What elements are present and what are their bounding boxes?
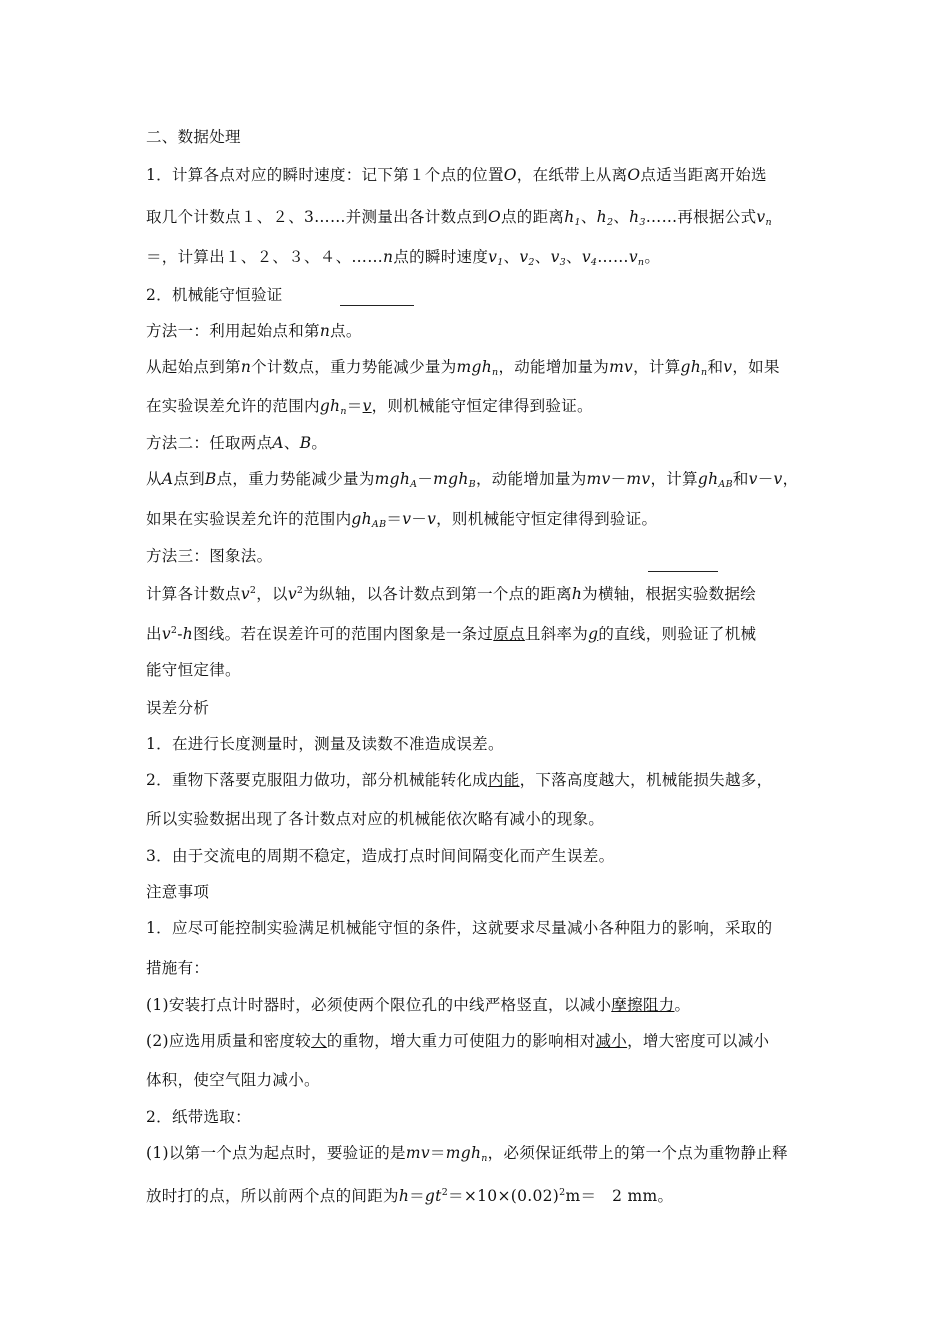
text-run: 2	[528, 257, 535, 268]
note-1-sub1	[146, 995, 808, 1015]
text-run: (2)应选用质量和密度较	[146, 1032, 312, 1050]
text-run: ＝×10×(0.02)	[448, 1187, 560, 1205]
text-run: 注意事项	[146, 883, 210, 901]
text-run: 误差分析	[146, 699, 210, 717]
paragraph-instant-velocity-line2	[146, 207, 808, 233]
text-run: O	[503, 166, 517, 184]
text-run: ，在纸带上从离	[516, 166, 628, 184]
text-run: 3．由于交流电的周期不稳定，造成打点时间间隔变化而产生误差。	[146, 847, 615, 865]
method-two-title	[146, 433, 808, 453]
text-run: 1．计算各点对应的瞬时速度：记下第１个点的位置	[146, 166, 504, 184]
text-run: 在实验误差允许的范围内	[146, 397, 320, 415]
text-run: 从	[146, 470, 162, 488]
text-run: AB	[718, 479, 733, 490]
text-run: 为横轴，根据实验数据绘	[582, 585, 756, 603]
text-run: 方法一：利用起始点和第	[146, 322, 320, 340]
method-one-line1	[146, 357, 808, 383]
text-run: 1	[574, 217, 581, 228]
text-run: 4	[590, 257, 598, 268]
method-three-line2	[146, 621, 808, 644]
text-run: 、	[613, 208, 630, 226]
note-2-sub1-line1	[146, 1143, 808, 1169]
text-run: v	[723, 358, 733, 376]
text-run: 。	[311, 434, 328, 452]
text-run: mv	[609, 358, 634, 376]
text-run: －	[610, 470, 627, 488]
heading-notes	[146, 882, 808, 902]
text-run: B	[204, 470, 217, 488]
text-run: 个计数点，重力势能减少量为	[251, 358, 457, 376]
text-run: mgh	[433, 470, 469, 488]
text-run: 。	[674, 996, 691, 1014]
text-run: 、	[503, 248, 520, 266]
error-item-3	[146, 846, 808, 866]
text-run: ，计算	[633, 358, 681, 376]
section-heading-data-processing	[146, 127, 808, 147]
text-run: ，动能增加量为	[475, 470, 587, 488]
paragraph-instant-velocity-line3	[146, 247, 808, 273]
text-run: ＝	[409, 1187, 425, 1205]
heading-conservation-verification	[146, 285, 808, 305]
text-run: v	[756, 208, 766, 226]
method-two-line2	[146, 509, 808, 535]
text-run: 方法二：任取两点	[146, 434, 273, 452]
text-run: ……	[597, 248, 629, 266]
text-run: 二、数据处理	[146, 128, 241, 146]
text-run: n	[340, 406, 347, 417]
text-run: 的重物，增大重力可使阻力的影响相对	[326, 1032, 596, 1050]
text-run: 1．在进行长度测量时，测量及读数不准造成误差。	[146, 735, 504, 753]
text-run: 内能	[487, 771, 520, 789]
text-run: 2	[296, 585, 304, 596]
text-run: 方法三：图象法。	[146, 547, 273, 565]
text-run: h	[564, 208, 575, 226]
text-run: n	[240, 358, 252, 376]
text-run: 3	[559, 257, 567, 268]
text-run: n	[383, 248, 394, 266]
error-item-1	[146, 734, 808, 754]
text-run: 和	[732, 470, 749, 488]
method-one-title	[146, 321, 808, 341]
text-run: mv	[626, 470, 651, 488]
text-run: 点。	[330, 322, 362, 340]
text-run: 点到	[173, 470, 205, 488]
text-run: ……再根据公式	[645, 208, 757, 226]
text-run: 、	[566, 248, 582, 266]
text-run: ，计算	[650, 470, 698, 488]
text-run: v	[427, 510, 437, 528]
method-three-title	[146, 546, 808, 566]
text-run: ＝，计算出１、２、３、４、……	[146, 248, 384, 266]
text-run: ，如果	[732, 358, 780, 376]
note-1-line1	[146, 918, 808, 938]
text-run: 2	[441, 1187, 449, 1198]
text-run: －	[757, 470, 774, 488]
text-run: m＝ 2 mm。	[565, 1187, 674, 1205]
text-run: A	[272, 434, 284, 452]
text-run: gh	[319, 397, 341, 415]
text-run: 放时打的点，所以前两个点的间距为	[146, 1187, 399, 1205]
text-run: 能守恒定律。	[146, 661, 241, 679]
text-run: v	[287, 585, 297, 603]
text-run: 计算各计数点	[146, 585, 241, 603]
text-run: n	[492, 367, 499, 378]
method-three-line3	[146, 660, 808, 680]
text-run: ＝	[429, 1144, 446, 1162]
text-run: n	[701, 367, 708, 378]
text-run: v	[402, 510, 412, 528]
text-run: 所以实验数据出现了各计数点对应的机械能依次略有减小的现象。	[146, 810, 605, 828]
fraction-bar	[648, 571, 718, 572]
text-run: 如果在实验误差允许的范围内	[146, 510, 352, 528]
text-run: mv	[586, 470, 611, 488]
text-run: 点的瞬时速度	[393, 248, 489, 266]
text-run: h	[629, 208, 640, 226]
text-run: 3	[639, 217, 646, 228]
text-run: v	[550, 248, 560, 266]
text-run: ，则机械能守恒定律得到验证。	[371, 397, 593, 415]
text-run: v	[240, 585, 250, 603]
text-run: 、	[283, 434, 300, 452]
method-two-line1	[146, 469, 808, 495]
text-run: g	[588, 625, 599, 643]
text-run: 2．纸带选取：	[146, 1108, 251, 1126]
text-run: ，以	[256, 585, 288, 603]
text-run: mv	[405, 1144, 430, 1162]
text-run: AB	[371, 519, 387, 530]
heading-error-analysis	[146, 698, 808, 718]
text-run: (1)安装打点计时器时，必须使两个限位孔的中线严格竖直，以减小	[146, 996, 612, 1014]
text-run: n	[481, 1153, 488, 1164]
note-2-title	[146, 1107, 808, 1127]
text-run: 2．重物下落要克服阻力做功，部分机械能转化成	[146, 771, 488, 789]
text-run: 点适当距离开始选	[640, 166, 767, 184]
text-run: gt	[424, 1187, 442, 1205]
text-run: 措施有：	[146, 959, 210, 977]
fraction-bar	[340, 305, 414, 306]
text-run: ，动能增加量为	[498, 358, 610, 376]
text-run: 1	[497, 257, 504, 268]
text-run: n	[319, 322, 331, 340]
text-run: O	[627, 166, 641, 184]
text-run: ，必须保证纸带上的第一个点为重物静止释	[487, 1144, 788, 1162]
text-run: h	[398, 1187, 410, 1205]
text-run: 出	[146, 625, 162, 643]
text-run: 原点	[493, 625, 525, 643]
text-run: 取几个计数点１、２、3……并测量出各计数点到	[146, 208, 488, 226]
note-1-sub2-line1	[146, 1031, 808, 1051]
text-run: gh	[351, 510, 372, 528]
text-run: 从起始点到第	[146, 358, 241, 376]
text-run: 点，重力势能减少量为	[216, 470, 375, 488]
text-run: 点的距离	[500, 208, 565, 226]
error-item-2-line1	[146, 770, 808, 790]
text-run: h	[182, 625, 194, 643]
note-2-sub1-line2	[146, 1183, 808, 1206]
text-run: A	[410, 479, 418, 490]
text-run: 2．机械能守恒验证	[146, 286, 283, 304]
text-run: O	[487, 208, 501, 226]
text-run: －	[411, 510, 428, 528]
paragraph-instant-velocity-line1	[146, 165, 808, 185]
text-run: 2	[606, 217, 614, 228]
text-run: 的直线，则验证了机械	[598, 625, 757, 643]
text-run: v	[362, 397, 372, 415]
text-run: 和	[707, 358, 724, 376]
note-1-sub2-line2	[146, 1070, 808, 1090]
text-run: h	[596, 208, 607, 226]
text-run: B	[299, 434, 312, 452]
text-run: ，下落高度越大，机械能损失越多，	[519, 771, 773, 789]
text-run: ＝	[346, 397, 363, 415]
text-run: 减小	[595, 1032, 628, 1050]
text-run: 大	[311, 1032, 327, 1050]
text-run: 1．应尽可能控制实验满足机械能守恒的条件，这就要求尽量减小各种阻力的影响，采取的	[146, 919, 773, 937]
text-run: v	[519, 248, 529, 266]
text-run: (1)以第一个点为起点时，要验证的是	[146, 1144, 406, 1162]
text-run: n	[637, 257, 645, 268]
text-run: v	[161, 625, 171, 643]
text-run: B	[468, 479, 476, 490]
text-run: 2	[170, 625, 178, 636]
text-run: v	[581, 248, 591, 266]
text-run: -	[177, 625, 183, 643]
text-run: 且斜率为	[524, 625, 589, 643]
text-run: mgh	[374, 470, 411, 488]
text-run: gh	[680, 358, 702, 376]
note-1-line2	[146, 958, 808, 978]
text-run: ＝	[386, 510, 403, 528]
text-run: 。	[644, 248, 661, 266]
method-one-line2	[146, 396, 808, 422]
text-run: v	[628, 248, 638, 266]
text-run: －	[417, 470, 434, 488]
text-run: v	[748, 470, 758, 488]
text-run: mgh	[445, 1144, 482, 1162]
text-run: 2	[249, 585, 257, 596]
text-run: 、	[534, 248, 551, 266]
text-run: h	[571, 585, 583, 603]
text-run: n	[765, 217, 772, 228]
text-run: ，增大密度可以减小	[627, 1032, 770, 1050]
text-run: 摩擦阻力	[611, 996, 675, 1014]
text-run: 2	[559, 1187, 566, 1198]
text-run: mgh	[456, 358, 493, 376]
text-run: 为纵轴，以各计数点到第一个点的距离	[303, 585, 572, 603]
text-run: v	[488, 248, 498, 266]
text-run: 、	[580, 208, 597, 226]
method-three-line1	[146, 581, 808, 604]
text-run: A	[161, 470, 174, 488]
text-run: 体积，使空气阻力减小。	[146, 1071, 320, 1089]
text-run: 图线。若在误差许可的范围内图象是一条过	[193, 625, 494, 643]
text-run: ，	[782, 470, 799, 488]
text-run: ，则机械能守恒定律得到验证。	[436, 510, 658, 528]
text-run: v	[773, 470, 783, 488]
error-item-2-line2	[146, 809, 808, 829]
text-run: gh	[697, 470, 719, 488]
